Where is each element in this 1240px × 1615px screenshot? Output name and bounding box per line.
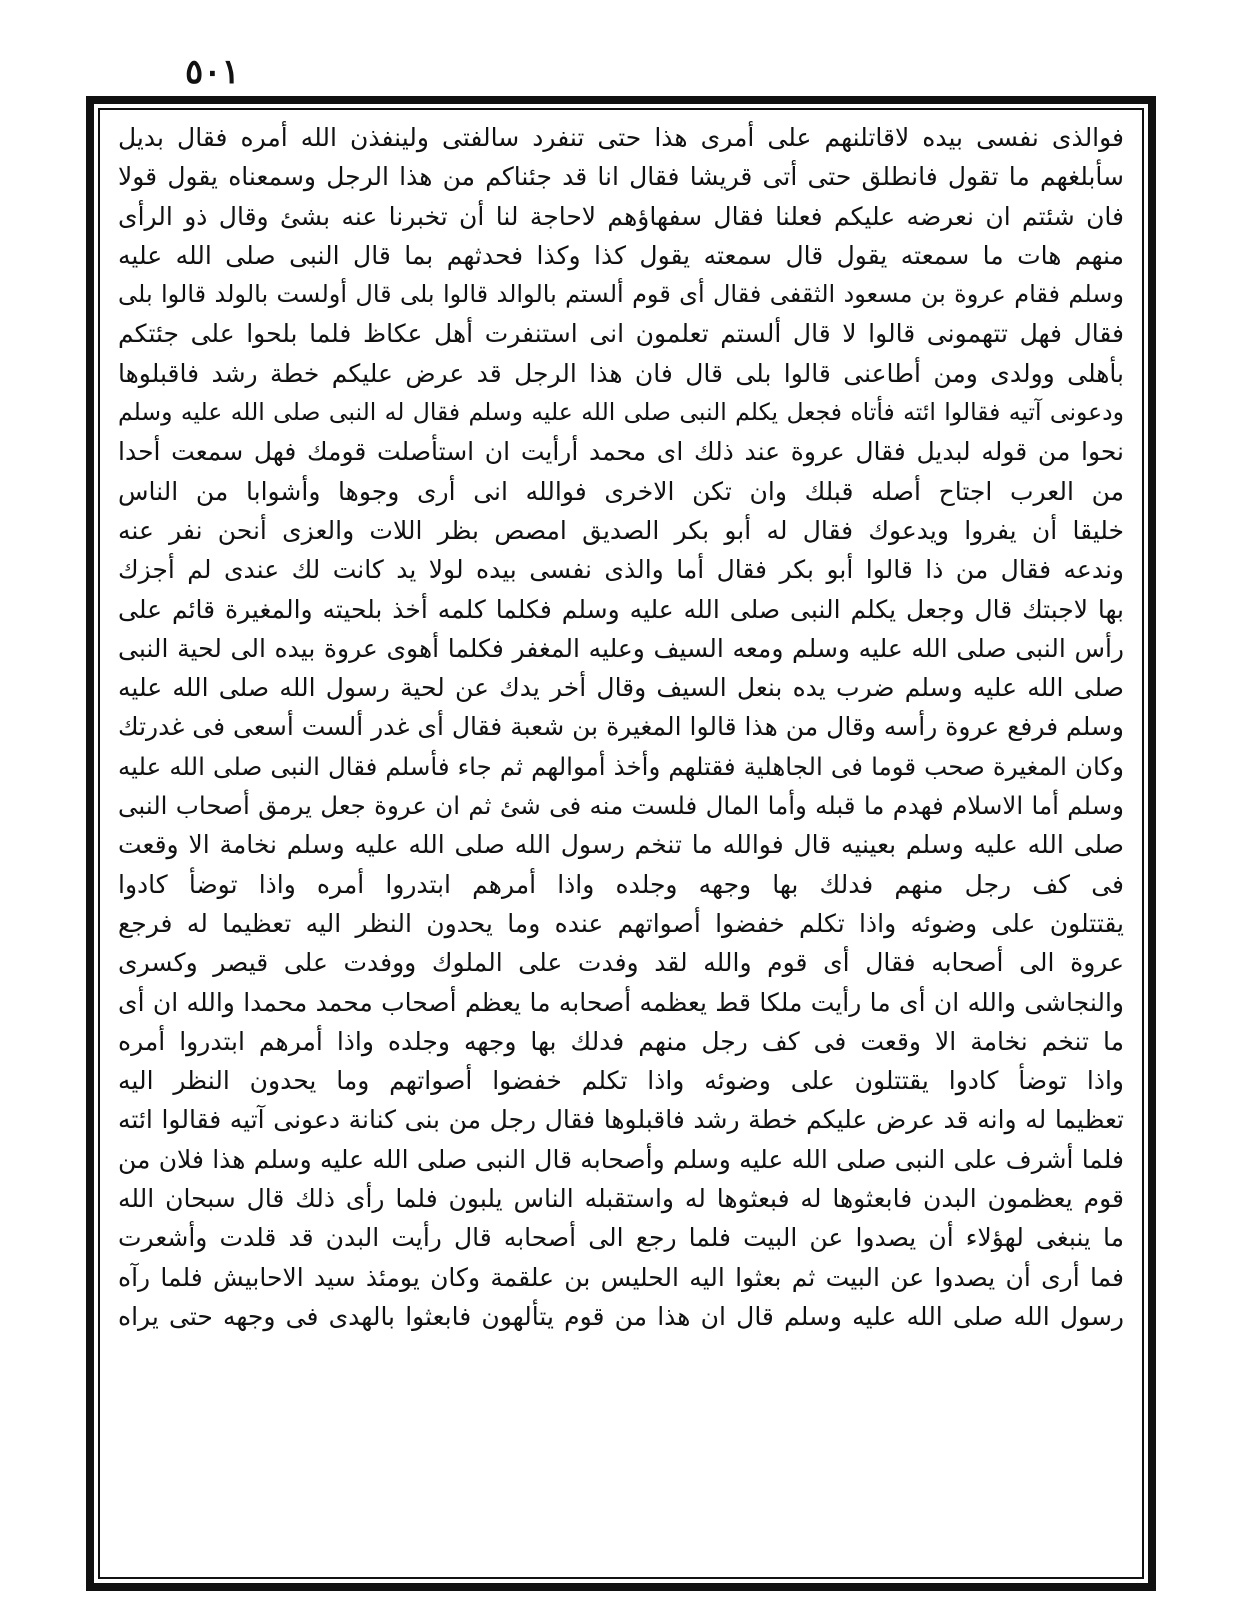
text-line: بها لاجبتك قال وجعل يكلم النبى صلى الله عليه وسلم فكلما كلمه أخذ بلحيته والمغيرة قائم على xyxy=(118,594,1124,624)
text-line: ما ينبغى لهؤلاء أن يصدوا عن البيت فلما رجع الى أصحابه قال رأيت البدن قد قلدت وأشعرت xyxy=(118,1223,1124,1253)
text-line: منهم هات ما سمعته يقول قال سمعته يقول كذا وكذا فحدثهم بما قال النبى صلى الله عليه xyxy=(118,240,1124,270)
text-line: نحوا من قوله لبديل فقال عروة عند ذلك اى محمد أرأيت ان استأصلت قومك فهل سمعت أحدا xyxy=(118,437,1124,467)
text-line: وسلم فقام عروة بن مسعود الثقفى فقال أى قوم ألستم بالوالد قالوا بلى قال أولست بالولد قالوا بلى xyxy=(118,280,1124,309)
text-line: رأس النبى صلى الله عليه وسلم ومعه السيف وعليه المغفر فكلما أهوى عروة بيده الى لحية النبى xyxy=(118,633,1124,663)
text-line: سأبلغهم ما تقول فانطلق حتى أتى قريشا فقال انا قد جئناكم من هذا الرجل وسمعناه يقول قولا xyxy=(118,162,1124,192)
text-line: وكان المغيرة صحب قوما فى الجاهلية فقتلهم وأخذ أموالهم ثم جاء فأسلم فقال النبى صلى الله عليه xyxy=(118,751,1124,781)
text-line: وسلم فرفع عروة رأسه وقال من هذا قالوا المغيرة بن شعبة فقال أى غدر ألست أسعى فى غدرتك xyxy=(118,712,1124,742)
text-line: تعظيما له وانه قد عرض عليكم خطة رشد فاقبلوها فقال رجل من بنى كنانة دعونى آتيه فقالوا ائته xyxy=(118,1105,1124,1135)
text-line: خليقا أن يفروا ويدعوك فقال له أبو بكر الصديق امصص بظر اللات والعزى أنحن نفر عنه xyxy=(118,515,1124,545)
text-line: ودعونى آتيه فقالوا ائته فأتاه فجعل يكلم النبى صلى الله عليه وسلم فقال له النبى صلى الله عليه وسلم xyxy=(118,398,1124,427)
text-line: واذا توضأ كادوا يقتتلون على وضوئه واذا تكلم خفضوا أصواتهم وما يحدون النظر اليه xyxy=(118,1066,1124,1096)
text-line: فلما أشرف على النبى صلى الله عليه وسلم وأصحابه قال النبى صلى الله عليه وسلم هذا فلان من xyxy=(118,1144,1124,1174)
text-line: صلى الله عليه وسلم بعينيه قال فوالله ما تنخم رسول الله صلى الله عليه وسلم نخامة الا وقعت xyxy=(118,830,1124,860)
text-line: فى كف رجل منهم فدلك بها وجهه وجلده واذا أمرهم ابتدروا أمره واذا توضأ كادوا xyxy=(118,869,1124,899)
text-line: بأهلى وولدى ومن أطاعنى قالوا بلى قال فان هذا الرجل قد عرض عليكم خطة رشد فاقبلوها xyxy=(118,358,1124,388)
text-line: صلى الله عليه وسلم ضرب يده بنعل السيف وقال أخر يدك عن لحية رسول الله صلى الله عليه xyxy=(118,673,1124,703)
text-line: رسول الله صلى الله عليه وسلم قال ان هذا من قوم يتألهون فابعثوا بالهدى فى وجهه حتى يراه xyxy=(118,1301,1124,1331)
text-line: فوالذى نفسى بيده لاقاتلنهم على أمرى هذا حتى تنفرد سالفتى ولينفذن الله أمره فقال بديل xyxy=(118,123,1124,152)
text-line: من العرب اجتاح أصله قبلك وان تكن الاخرى فوالله انى أرى وجوها وأشوابا من الناس xyxy=(118,476,1124,506)
text-line: وندعه فقال من ذا قالوا أبو بكر فقال أما والذى نفسى بيده لولا يد كانت لك عندى لم أجزك xyxy=(118,555,1124,585)
text-block xyxy=(118,118,1124,1573)
text-line: ما تنخم نخامة الا وقعت فى كف رجل منهم فدلك بها وجهه وجلده واذا أمرهم ابتدروا أمره xyxy=(118,1026,1124,1056)
text-line: فما أرى أن يصدوا عن البيت ثم بعثوا اليه الحليس بن علقمة وكان يومئذ سيد الاحابيش فلما رآه xyxy=(118,1262,1124,1292)
text-line: عروة الى أصحابه فقال أى قوم والله لقد وفدت على الملوك ووفدت على قيصر وكسرى xyxy=(118,948,1124,978)
text-line: يقتتلون على وضوئه واذا تكلم خفضوا أصواتهم عنده وما يحدون النظر اليه تعظيما له فرجع xyxy=(118,908,1124,938)
text-line: فقال فهل تتهمونى قالوا لا قال ألستم تعلمون انى استنفرت أهل عكاظ فلما بلحوا على جئتكم xyxy=(118,319,1124,349)
text-line: فان شئتم ان نعرضه عليكم فعلنا فقال سفهاؤهم لاحاجة لنا أن تخبرنا عنه بشئ وقال ذو الرأى xyxy=(118,201,1124,231)
text-line: والنجاشى والله ان أى ما رأيت ملكا قط يعظمه أصحابه ما يعظم أصحاب محمد محمدا والله ان أى xyxy=(118,987,1124,1017)
page-number: ٥٠١ xyxy=(185,52,240,92)
text-line: قوم يعظمون البدن فابعثوها له فبعثوها له واستقبله الناس يلبون فلما رأى ذلك قال سبحان الله xyxy=(118,1184,1124,1214)
text-line: وسلم أما الاسلام فهدم ما قبله وأما المال فلست منه فى شئ ثم ان عروة جعل يرمق أصحاب النبى xyxy=(118,791,1124,821)
